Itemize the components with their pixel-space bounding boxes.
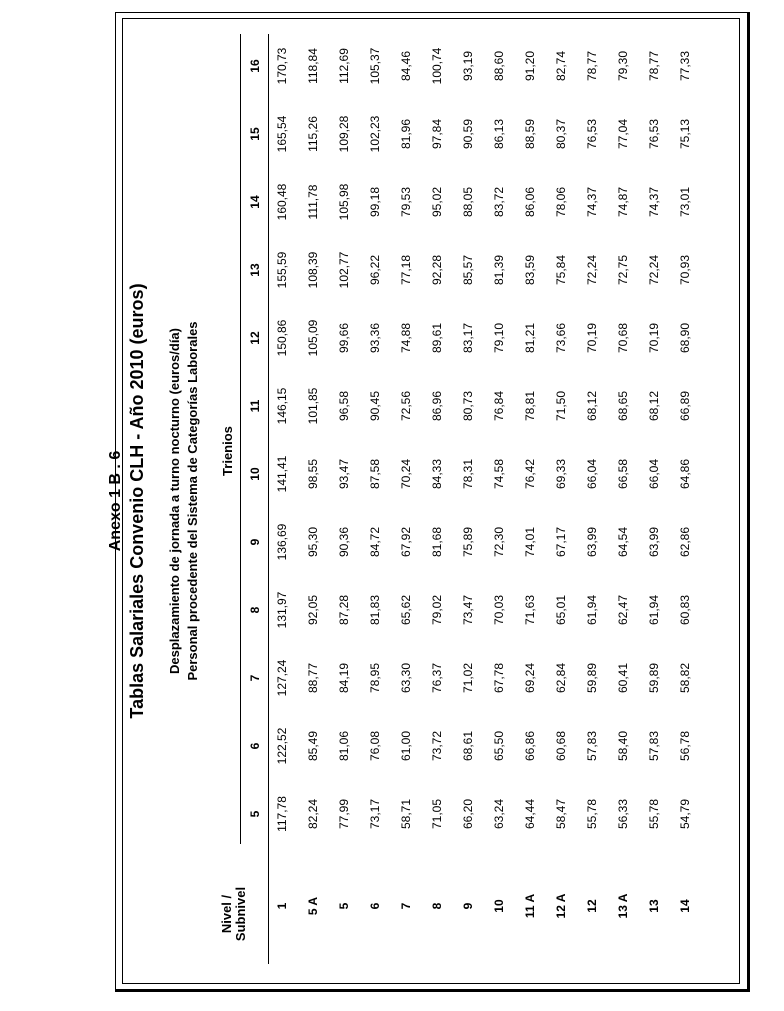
value-cell: 58,47	[553, 798, 568, 830]
value-cell: 56,33	[615, 798, 630, 830]
column-header: 14	[248, 195, 262, 209]
row-header-line-1: Nivel /	[219, 894, 234, 934]
row-header-line-2: Subnivel	[233, 886, 248, 942]
value-cell: 62,84	[553, 662, 568, 694]
value-cell: 90,59	[460, 118, 475, 150]
value-cell: 84,72	[367, 526, 382, 558]
value-cell: 100,74	[429, 47, 444, 85]
value-cell: 90,36	[336, 526, 351, 558]
value-cell: 78,81	[522, 390, 537, 422]
value-cell: 68,12	[646, 390, 661, 422]
value-cell: 81,68	[429, 526, 444, 558]
value-cell: 99,66	[336, 322, 351, 354]
value-cell: 88,77	[305, 662, 320, 694]
value-cell: 87,28	[336, 594, 351, 626]
column-header: 9	[248, 538, 262, 546]
level-cell: 14	[677, 899, 692, 913]
value-cell: 67,78	[491, 662, 506, 694]
table-row	[576, 32, 607, 964]
level-cell: 5 A	[305, 896, 320, 916]
value-cell: 102,23	[367, 115, 382, 153]
value-cell: 170,73	[274, 47, 289, 85]
value-cell: 67,17	[553, 526, 568, 558]
value-cell: 68,65	[615, 390, 630, 422]
value-cell: 66,20	[460, 798, 475, 830]
table-row	[359, 32, 390, 964]
value-cell: 60,68	[553, 730, 568, 762]
value-cell: 88,05	[460, 186, 475, 218]
value-cell: 165,54	[274, 115, 289, 153]
value-cell: 76,08	[367, 730, 382, 762]
value-cell: 64,44	[522, 798, 537, 830]
value-cell: 90,45	[367, 390, 382, 422]
table-row	[514, 32, 545, 964]
value-cell: 74,87	[615, 186, 630, 218]
value-cell: 61,94	[646, 594, 661, 626]
value-cell: 64,86	[677, 458, 692, 490]
value-cell: 75,84	[553, 254, 568, 286]
table-row	[607, 32, 638, 964]
value-cell: 71,50	[553, 390, 568, 422]
value-cell: 72,75	[615, 254, 630, 286]
column-header: 6	[248, 742, 262, 750]
value-cell: 77,99	[336, 798, 351, 830]
value-cell: 85,57	[460, 254, 475, 286]
value-cell: 70,19	[584, 322, 599, 354]
table-row	[483, 32, 514, 964]
value-cell: 122,52	[274, 727, 289, 765]
value-cell: 63,99	[646, 526, 661, 558]
value-cell: 96,58	[336, 390, 351, 422]
value-cell: 98,55	[305, 458, 320, 490]
value-cell: 70,24	[398, 458, 413, 490]
value-cell: 76,53	[646, 118, 661, 150]
value-cell: 81,06	[336, 730, 351, 762]
value-cell: 108,39	[305, 251, 320, 289]
table-row	[297, 32, 328, 964]
value-cell: 65,62	[398, 594, 413, 626]
value-cell: 73,72	[429, 730, 444, 762]
value-cell: 56,78	[677, 730, 692, 762]
value-cell: 75,89	[460, 526, 475, 558]
column-group-label: Trienios	[220, 426, 235, 476]
value-cell: 74,01	[522, 526, 537, 558]
value-cell: 71,02	[460, 662, 475, 694]
value-cell: 62,47	[615, 594, 630, 626]
value-cell: 76,42	[522, 458, 537, 490]
level-cell: 13	[646, 899, 661, 913]
value-cell: 105,09	[305, 319, 320, 357]
value-cell: 155,59	[274, 251, 289, 289]
column-header: 7	[248, 674, 262, 682]
value-cell: 81,39	[491, 254, 506, 286]
value-cell: 58,71	[398, 798, 413, 830]
value-cell: 70,68	[615, 322, 630, 354]
value-cell: 78,77	[584, 50, 599, 82]
value-cell: 102,77	[336, 251, 351, 289]
value-cell: 95,30	[305, 526, 320, 558]
table-row	[421, 32, 452, 964]
value-cell: 92,28	[429, 254, 444, 286]
value-cell: 118,84	[305, 48, 320, 84]
value-cell: 61,00	[398, 730, 413, 762]
value-cell: 72,56	[398, 390, 413, 422]
table-row	[390, 32, 421, 964]
value-cell: 70,93	[677, 254, 692, 286]
value-cell: 82,24	[305, 798, 320, 830]
value-cell: 93,19	[460, 50, 475, 82]
level-cell: 7	[398, 902, 413, 910]
value-cell: 73,47	[460, 594, 475, 626]
value-cell: 88,59	[522, 118, 537, 150]
table-row	[638, 32, 669, 964]
value-cell: 77,33	[677, 50, 692, 82]
value-cell: 89,61	[429, 322, 444, 354]
rotated-page	[107, 18, 740, 984]
value-cell: 57,83	[646, 730, 661, 762]
level-cell: 9	[460, 902, 475, 910]
value-cell: 93,47	[336, 458, 351, 490]
value-cell: 66,89	[677, 390, 692, 422]
value-cell: 74,58	[491, 458, 506, 490]
value-cell: 73,66	[553, 322, 568, 354]
value-cell: 62,86	[677, 526, 692, 558]
value-cell: 78,31	[460, 458, 475, 490]
value-cell: 83,59	[522, 254, 537, 286]
value-cell: 81,83	[367, 594, 382, 626]
value-cell: 83,17	[460, 322, 475, 354]
value-cell: 82,74	[553, 50, 568, 82]
value-cell: 72,30	[491, 526, 506, 558]
column-header: 12	[248, 331, 262, 345]
value-cell: 63,99	[584, 526, 599, 558]
value-cell: 150,86	[274, 319, 289, 357]
value-cell: 76,37	[429, 662, 444, 694]
value-cell: 77,04	[615, 118, 630, 150]
value-cell: 79,10	[491, 322, 506, 354]
description-line-1: Desplazamiento de jornada a turno nocturno (euros/día)	[167, 328, 182, 674]
value-cell: 88,60	[491, 50, 506, 82]
value-cell: 86,13	[491, 118, 506, 150]
value-cell: 58,82	[677, 662, 692, 694]
table-body	[266, 32, 700, 964]
column-header: 13	[248, 263, 262, 277]
value-cell: 63,24	[491, 798, 506, 830]
value-cell: 71,63	[522, 594, 537, 626]
level-cell: 5	[336, 902, 351, 910]
value-cell: 81,21	[522, 322, 537, 354]
table-row	[669, 32, 700, 964]
value-cell: 58,40	[615, 730, 630, 762]
value-cell: 74,37	[646, 186, 661, 218]
level-cell: 13 A	[615, 893, 630, 919]
annex-title: Anexo 1 B . 6	[107, 450, 124, 552]
value-cell: 59,89	[646, 662, 661, 694]
table-subtitle: Tablas Salariales Convenio CLH - Año 2010 (euros)	[127, 283, 147, 719]
value-cell: 84,46	[398, 50, 413, 82]
value-cell: 68,12	[584, 390, 599, 422]
value-cell: 78,77	[646, 50, 661, 82]
value-cell: 63,30	[398, 662, 413, 694]
value-cell: 99,18	[367, 186, 382, 218]
value-cell: 77,18	[398, 254, 413, 286]
value-cell: 74,88	[398, 322, 413, 354]
value-cell: 109,28	[336, 115, 351, 153]
value-cell: 105,37	[367, 47, 382, 85]
value-cell: 86,06	[522, 186, 537, 218]
value-cell: 79,02	[429, 594, 444, 626]
value-cell: 60,83	[677, 594, 692, 626]
group-header-rule	[240, 34, 241, 844]
value-cell: 59,89	[584, 662, 599, 694]
value-cell: 141,41	[274, 455, 289, 493]
column-header-row	[244, 32, 266, 964]
value-cell: 91,20	[522, 50, 537, 82]
value-cell: 84,19	[336, 662, 351, 694]
value-cell: 79,53	[398, 186, 413, 218]
value-cell: 66,86	[522, 730, 537, 762]
value-cell: 96,22	[367, 254, 382, 286]
column-header: 10	[248, 467, 262, 481]
value-cell: 146,15	[274, 387, 289, 425]
value-cell: 97,84	[429, 118, 444, 150]
value-cell: 68,61	[460, 730, 475, 762]
value-cell: 86,96	[429, 390, 444, 422]
value-cell: 76,84	[491, 390, 506, 422]
value-cell: 65,01	[553, 594, 568, 626]
value-cell: 75,13	[677, 118, 692, 150]
value-cell: 61,94	[584, 594, 599, 626]
table-row	[545, 32, 576, 964]
value-cell: 92,05	[305, 594, 320, 626]
level-cell: 8	[429, 902, 444, 910]
level-cell: 11 A	[522, 893, 537, 919]
value-cell: 136,69	[274, 523, 289, 561]
value-cell: 93,36	[367, 322, 382, 354]
column-header: 8	[248, 606, 262, 614]
value-cell: 80,37	[553, 118, 568, 150]
value-cell: 127,24	[274, 659, 289, 697]
value-cell: 66,04	[584, 458, 599, 490]
value-cell: 70,03	[491, 594, 506, 626]
value-cell: 131,97	[274, 591, 289, 629]
value-cell: 112,69	[336, 48, 351, 84]
value-cell: 79,30	[615, 50, 630, 82]
value-cell: 72,24	[584, 254, 599, 286]
value-cell: 78,95	[367, 662, 382, 694]
column-header: 11	[248, 399, 262, 413]
value-cell: 111,78	[305, 184, 320, 220]
value-cell: 67,92	[398, 526, 413, 558]
value-cell: 57,83	[584, 730, 599, 762]
value-cell: 74,37	[584, 186, 599, 218]
level-cell: 1	[274, 902, 289, 910]
table-row	[452, 32, 483, 964]
value-cell: 83,72	[491, 186, 506, 218]
value-cell: 60,41	[615, 662, 630, 694]
value-cell: 87,58	[367, 458, 382, 490]
value-cell: 84,33	[429, 458, 444, 490]
value-cell: 65,50	[491, 730, 506, 762]
value-cell: 69,24	[522, 662, 537, 694]
level-cell: 6	[367, 902, 382, 910]
value-cell: 117,78	[274, 796, 289, 832]
value-cell: 85,49	[305, 730, 320, 762]
value-cell: 68,90	[677, 322, 692, 354]
column-header: 15	[248, 127, 262, 141]
value-cell: 160,48	[274, 183, 289, 221]
level-cell: 12 A	[553, 893, 568, 919]
value-cell: 55,78	[584, 798, 599, 830]
value-cell: 81,96	[398, 118, 413, 150]
description-line-2: Personal procedente del Sistema de Categorías Laborales	[185, 321, 200, 681]
value-cell: 73,17	[367, 798, 382, 830]
value-cell: 66,58	[615, 458, 630, 490]
value-cell: 80,73	[460, 390, 475, 422]
salary-table	[244, 32, 700, 964]
table-row	[266, 32, 297, 964]
value-cell: 72,24	[646, 254, 661, 286]
value-cell: 95,02	[429, 186, 444, 218]
value-cell: 69,33	[553, 458, 568, 490]
value-cell: 73,01	[677, 186, 692, 218]
value-cell: 115,26	[305, 116, 320, 152]
value-cell: 76,53	[584, 118, 599, 150]
value-cell: 55,78	[646, 798, 661, 830]
value-cell: 101,85	[305, 387, 320, 425]
level-cell: 10	[491, 899, 506, 913]
value-cell: 54,79	[677, 798, 692, 830]
value-cell: 78,06	[553, 186, 568, 218]
value-cell: 105,98	[336, 183, 351, 221]
table-row	[328, 32, 359, 964]
value-cell: 66,04	[646, 458, 661, 490]
value-cell: 70,19	[646, 322, 661, 354]
value-cell: 71,05	[429, 798, 444, 830]
value-cell: 64,54	[615, 526, 630, 558]
column-header: 5	[248, 810, 262, 818]
column-header: 16	[248, 59, 262, 73]
level-cell: 12	[584, 899, 599, 913]
